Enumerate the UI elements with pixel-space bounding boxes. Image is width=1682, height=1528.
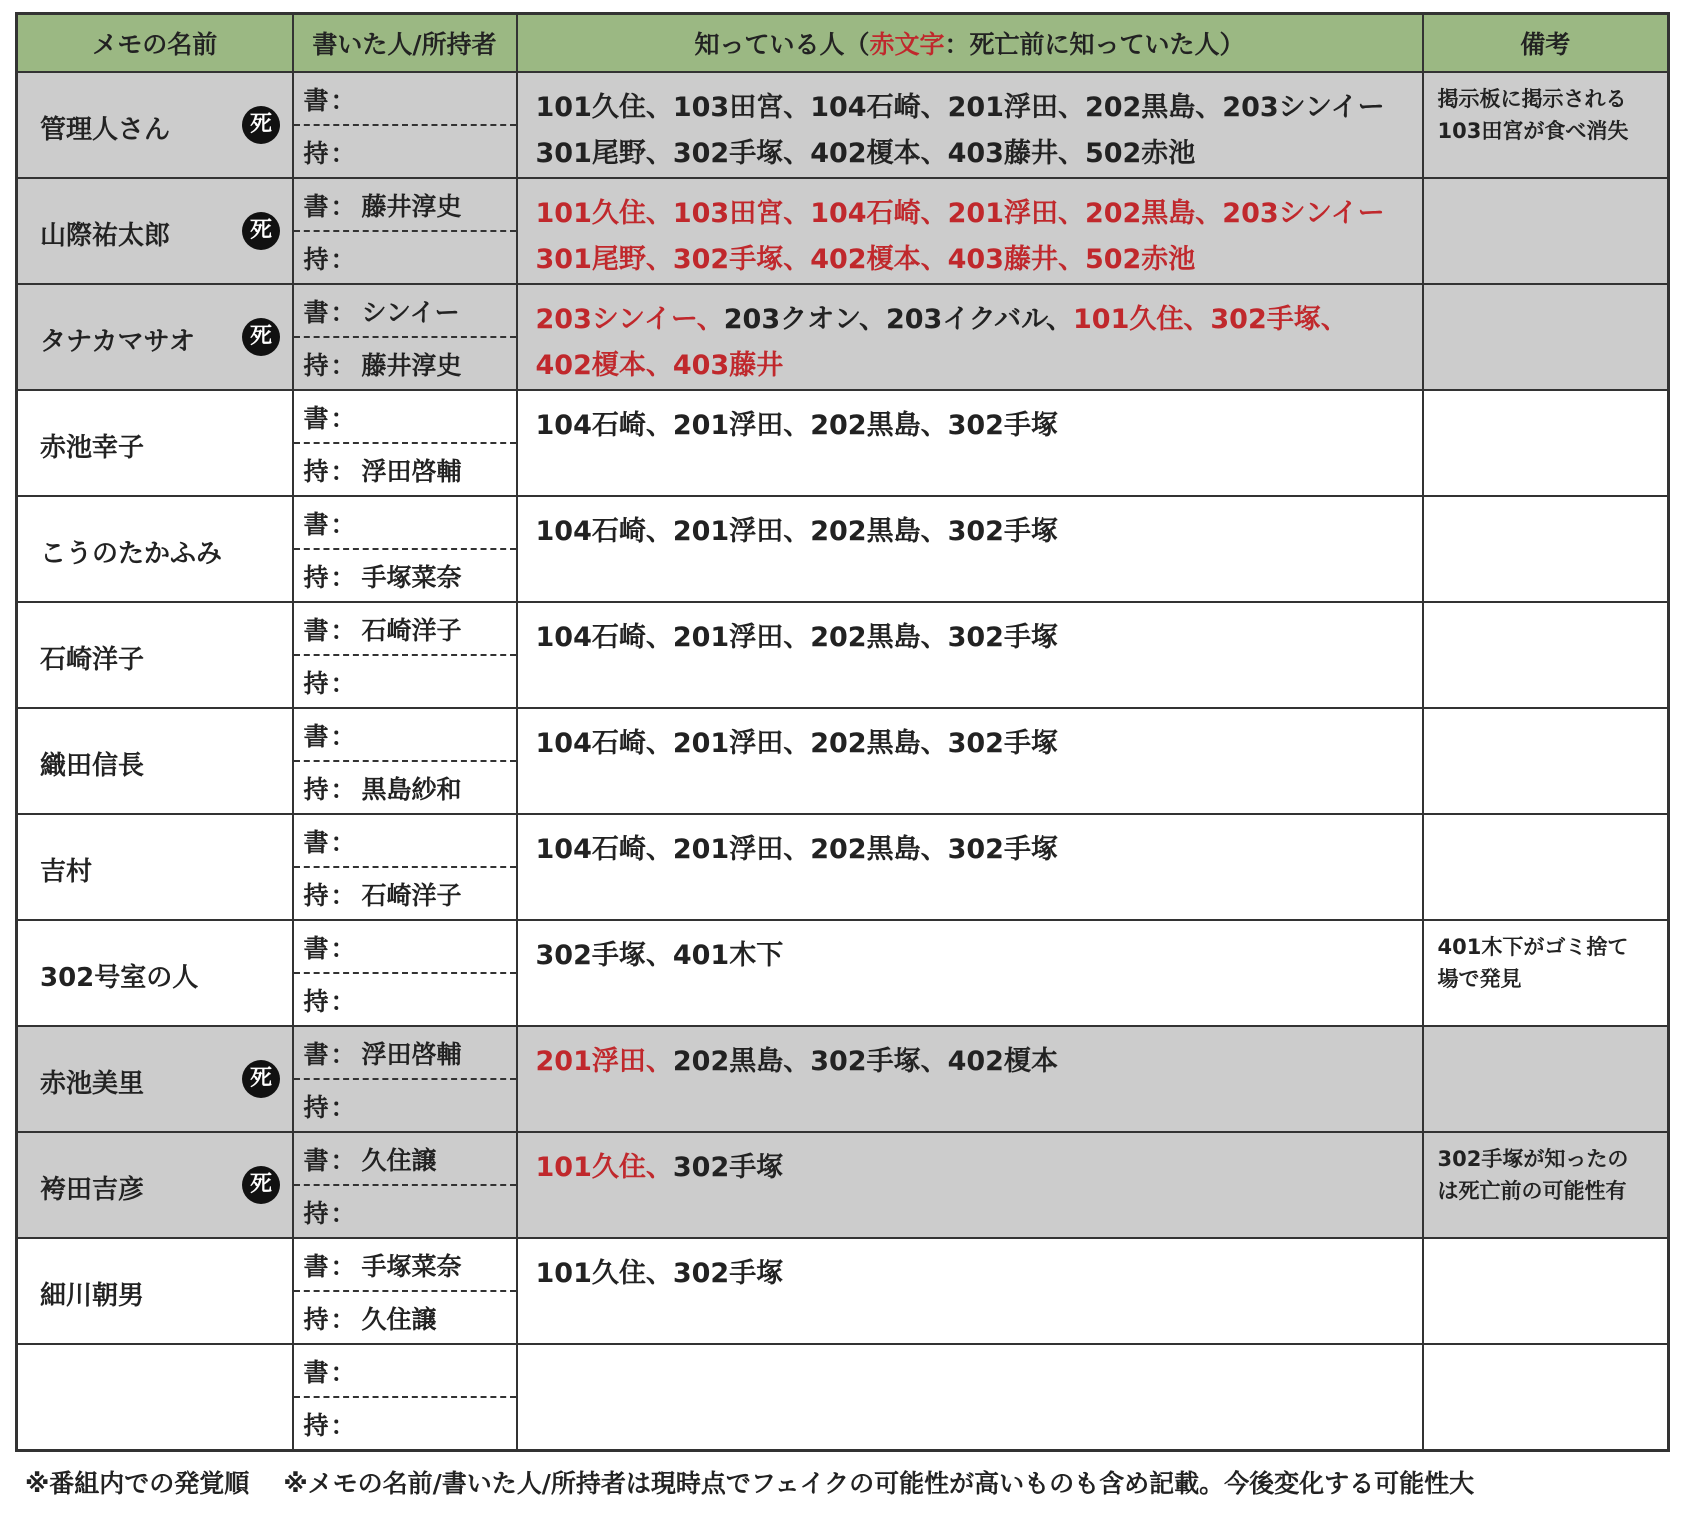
writer-sep: ： — [330, 1357, 356, 1387]
known-people — [518, 1239, 1422, 1297]
writer-label: 書 — [303, 615, 329, 645]
memo-name-label: タナカマサオ — [40, 327, 195, 357]
memo-name — [18, 603, 292, 707]
known-people — [518, 73, 1422, 177]
note-line: 場で発見 — [1437, 967, 1522, 991]
writer-holder — [294, 73, 516, 177]
holder-line — [294, 338, 516, 389]
writer-line — [294, 285, 516, 338]
memo-name-cell — [17, 602, 293, 708]
header-row — [17, 14, 1669, 73]
note-cell — [1423, 178, 1669, 284]
table-row — [17, 178, 1669, 284]
holder-sep: ： — [330, 1092, 356, 1122]
writer-holder-cell — [293, 602, 517, 708]
holder-sep: ： — [330, 456, 356, 486]
known-person: 104石崎、201浮田、202黒島、302手塚 — [535, 622, 1058, 653]
memo-name-label: 細川朝男 — [40, 1281, 145, 1311]
memo-name-label: 赤池幸子 — [40, 433, 145, 463]
holder-line — [294, 1292, 516, 1343]
known-line — [536, 1251, 1410, 1297]
note — [1424, 603, 1668, 613]
table-row — [17, 72, 1669, 178]
header-known-people — [517, 14, 1423, 73]
writer-holder — [294, 179, 516, 283]
holder-sep: ： — [330, 1198, 356, 1228]
writer-label: 書 — [303, 403, 329, 433]
memo-name-label: 管理人さん — [40, 115, 171, 145]
holder-line — [294, 762, 516, 813]
writer-sep: ： — [330, 1251, 356, 1281]
writer-label: 書 — [303, 1357, 329, 1387]
holder-label: 持 — [303, 1198, 329, 1228]
holder-label: 持 — [303, 668, 329, 698]
header-note: 備考 — [1423, 14, 1669, 73]
writer-holder-cell — [293, 496, 517, 602]
known-before-death: 201浮田、 — [535, 1046, 673, 1077]
note-cell — [1423, 72, 1669, 178]
memo-name — [18, 391, 292, 495]
holder-value: 藤井淳史 — [361, 350, 462, 380]
known-line — [536, 403, 1410, 449]
memo-name — [18, 815, 292, 919]
memo-name-label: 赤池美里 — [40, 1069, 145, 1099]
known-line — [536, 827, 1410, 873]
known-person: 101久住、103田宮、104石崎、201浮田、202黒島、203シンイー — [535, 92, 1385, 123]
memo-name-label: こうのたかふみ — [40, 539, 223, 569]
known-person: 104石崎、201浮田、202黒島、302手塚 — [535, 410, 1058, 441]
writer-holder-cell — [293, 72, 517, 178]
known-people-cell — [517, 602, 1423, 708]
known-people — [518, 285, 1422, 389]
writer-line — [294, 921, 516, 974]
holder-line — [294, 1080, 516, 1131]
death-badge-icon: 死 — [242, 106, 280, 144]
memo-name-cell — [17, 814, 293, 920]
known-person: 302手塚、401木下 — [535, 940, 784, 971]
table-row — [17, 708, 1669, 814]
writer-label: 書 — [303, 721, 329, 751]
note-line: 302手塚が知ったの — [1437, 1147, 1629, 1171]
memo-name-label: 袴田吉彦 — [40, 1175, 145, 1205]
known-person: 101久住、302手塚 — [535, 1258, 784, 1289]
note — [1424, 497, 1668, 507]
note-line: 103田宮が食べ消失 — [1437, 119, 1629, 143]
holder-label: 持 — [303, 1410, 329, 1440]
memo-name-cell — [17, 496, 293, 602]
writer-line — [294, 1239, 516, 1292]
holder-value: 久住譲 — [361, 1304, 437, 1334]
known-people — [518, 921, 1422, 979]
note — [1424, 1027, 1668, 1037]
known-people — [518, 1345, 1422, 1357]
header-known-pre: 知っている人（ — [694, 30, 870, 59]
memo-name — [18, 1027, 292, 1131]
writer-line — [294, 815, 516, 868]
writer-sep: ： — [330, 827, 356, 857]
header-writer-holder: 書いた人/所持者 — [293, 14, 517, 73]
writer-holder — [294, 1027, 516, 1131]
holder-sep: ： — [330, 138, 356, 168]
writer-holder — [294, 1345, 516, 1449]
writer-line — [294, 497, 516, 550]
known-line — [536, 297, 1410, 343]
writer-label: 書 — [303, 191, 329, 221]
known-before-death: 101久住、103田宮、104石崎、201浮田、202黒島、203シンイー — [535, 198, 1385, 229]
memo-name — [18, 1239, 292, 1343]
known-people-cell — [517, 496, 1423, 602]
writer-holder — [294, 921, 516, 1025]
header-known-post: ：死亡前に知っていた人） — [944, 30, 1245, 59]
note — [1424, 1133, 1668, 1207]
holder-label: 持 — [303, 880, 329, 910]
known-people — [518, 391, 1422, 449]
known-people — [518, 603, 1422, 661]
note — [1424, 1345, 1668, 1355]
table-row — [17, 1132, 1669, 1238]
writer-holder — [294, 285, 516, 389]
memo-table — [15, 12, 1670, 1452]
writer-sep: ： — [330, 615, 356, 645]
writer-value: シンイー — [361, 297, 460, 327]
memo-name-cell — [17, 390, 293, 496]
writer-label: 書 — [303, 933, 329, 963]
holder-value: 浮田啓輔 — [361, 456, 462, 486]
known-before-death: 203シンイー、 — [535, 304, 724, 335]
holder-value: 石崎洋子 — [361, 880, 462, 910]
holder-sep: ： — [330, 774, 356, 804]
holder-line — [294, 444, 516, 495]
memo-name — [18, 179, 292, 283]
holder-label: 持 — [303, 456, 329, 486]
holder-sep: ： — [330, 244, 356, 274]
memo-name — [18, 709, 292, 813]
holder-value: 黒島紗和 — [361, 774, 462, 804]
memo-name-label: 石崎洋子 — [40, 645, 145, 675]
holder-sep: ： — [330, 668, 356, 698]
known-line — [536, 721, 1410, 767]
memo-name — [18, 497, 292, 601]
holder-sep: ： — [330, 562, 356, 592]
holder-line — [294, 868, 516, 919]
known-people — [518, 1027, 1422, 1085]
memo-name — [18, 921, 292, 1025]
writer-holder — [294, 815, 516, 919]
writer-label: 書 — [303, 1145, 329, 1175]
footer-note-order: ※番組内での発覚順 — [25, 1469, 250, 1498]
writer-sep: ： — [330, 721, 356, 751]
writer-sep: ： — [330, 191, 356, 221]
death-badge-icon: 死 — [242, 212, 280, 250]
known-line — [536, 509, 1410, 555]
holder-value: 手塚菜奈 — [361, 562, 462, 592]
header-known-red: 赤文字 — [869, 30, 945, 59]
known-line — [536, 615, 1410, 661]
known-person: 202黒島、302手塚、402榎本 — [672, 1046, 1058, 1077]
death-badge-icon: 死 — [242, 318, 280, 356]
note — [1424, 179, 1668, 189]
holder-sep: ： — [330, 986, 356, 1016]
footer-notes — [15, 1464, 1667, 1500]
known-people-cell — [517, 178, 1423, 284]
table-body — [17, 72, 1669, 1451]
writer-holder — [294, 709, 516, 813]
known-people-cell — [517, 920, 1423, 1026]
note-cell — [1423, 1344, 1669, 1451]
footer-note-fake: ※メモの名前/書いた人/所持者は現時点でフェイクの可能性が高いものも含め記載。今後変化する可能性大 — [283, 1469, 1475, 1498]
writer-holder-cell — [293, 814, 517, 920]
writer-line — [294, 1027, 516, 1080]
writer-line — [294, 1345, 516, 1398]
note-cell — [1423, 602, 1669, 708]
holder-label: 持 — [303, 350, 329, 380]
known-people-cell — [517, 390, 1423, 496]
writer-line — [294, 73, 516, 126]
writer-holder-cell — [293, 920, 517, 1026]
writer-holder — [294, 1133, 516, 1237]
table-row — [17, 1344, 1669, 1451]
note — [1424, 815, 1668, 825]
note — [1424, 73, 1668, 147]
death-badge-icon: 死 — [242, 1166, 280, 1204]
known-person: 203クオン、203イクバル、 — [723, 304, 1074, 335]
holder-line — [294, 1186, 516, 1237]
holder-line — [294, 656, 516, 707]
writer-sep: ： — [330, 933, 356, 963]
known-line — [536, 1039, 1410, 1085]
writer-holder-cell — [293, 1238, 517, 1344]
memo-name — [18, 285, 292, 389]
known-person: 104石崎、201浮田、202黒島、302手塚 — [535, 516, 1058, 547]
holder-label: 持 — [303, 244, 329, 274]
memo-name-label: 302号室の人 — [40, 963, 199, 993]
writer-line — [294, 709, 516, 762]
writer-label: 書 — [303, 509, 329, 539]
known-person: 302手塚 — [672, 1152, 784, 1183]
known-people-cell — [517, 1344, 1423, 1451]
writer-label: 書 — [303, 85, 329, 115]
note — [1424, 391, 1668, 401]
writer-holder-cell — [293, 1132, 517, 1238]
holder-sep: ： — [330, 1304, 356, 1334]
writer-line — [294, 1133, 516, 1186]
writer-value: 石崎洋子 — [361, 615, 462, 645]
memo-name-label: 山際祐太郎 — [40, 221, 171, 251]
writer-label: 書 — [303, 827, 329, 857]
note-cell — [1423, 496, 1669, 602]
memo-name-cell — [17, 1026, 293, 1132]
note-cell — [1423, 1132, 1669, 1238]
known-before-death: 101久住、302手塚、 — [1073, 304, 1348, 335]
known-line — [536, 131, 1410, 177]
table-row — [17, 1026, 1669, 1132]
note-cell — [1423, 1238, 1669, 1344]
holder-line — [294, 232, 516, 283]
known-people — [518, 497, 1422, 555]
note-cell — [1423, 920, 1669, 1026]
known-line — [536, 191, 1410, 237]
note — [1424, 921, 1668, 995]
writer-value: 手塚菜奈 — [361, 1251, 462, 1281]
writer-holder-cell — [293, 708, 517, 814]
writer-sep: ： — [330, 1145, 356, 1175]
writer-sep: ： — [330, 509, 356, 539]
memo-name-cell — [17, 178, 293, 284]
header-memo-name: メモの名前 — [17, 14, 293, 73]
memo-table-container — [15, 12, 1667, 1500]
table-row — [17, 390, 1669, 496]
known-before-death: 101久住、 — [535, 1152, 673, 1183]
note — [1424, 709, 1668, 719]
memo-name — [18, 73, 292, 177]
holder-label: 持 — [303, 774, 329, 804]
known-line — [536, 933, 1410, 979]
death-badge-icon: 死 — [242, 1060, 280, 1098]
holder-label: 持 — [303, 986, 329, 1016]
known-people-cell — [517, 1238, 1423, 1344]
writer-label: 書 — [303, 1039, 329, 1069]
holder-label: 持 — [303, 1092, 329, 1122]
table-row — [17, 602, 1669, 708]
known-people-cell — [517, 72, 1423, 178]
known-before-death: 402榎本、403藤井 — [535, 350, 784, 381]
known-people — [518, 815, 1422, 873]
writer-value: 久住譲 — [361, 1145, 437, 1175]
memo-name-label: 吉村 — [40, 857, 93, 887]
writer-line — [294, 179, 516, 232]
holder-sep: ： — [330, 350, 356, 380]
note-cell — [1423, 814, 1669, 920]
known-line — [536, 1145, 1410, 1191]
writer-sep: ： — [330, 297, 356, 327]
writer-value: 藤井淳史 — [361, 191, 462, 221]
memo-name — [18, 1133, 292, 1237]
memo-name-cell — [17, 284, 293, 390]
known-line — [536, 237, 1410, 283]
note-line: 401木下がゴミ捨て — [1437, 935, 1629, 959]
writer-value: 浮田啓輔 — [361, 1039, 462, 1069]
memo-name — [18, 1345, 292, 1449]
memo-name-cell — [17, 72, 293, 178]
known-people-cell — [517, 1026, 1423, 1132]
known-person: 104石崎、201浮田、202黒島、302手塚 — [535, 834, 1058, 865]
writer-holder — [294, 603, 516, 707]
holder-sep: ： — [330, 880, 356, 910]
known-line — [536, 85, 1410, 131]
note-cell — [1423, 390, 1669, 496]
memo-name-cell — [17, 920, 293, 1026]
known-line — [536, 343, 1410, 389]
memo-name-cell — [17, 708, 293, 814]
note-cell — [1423, 284, 1669, 390]
writer-line — [294, 391, 516, 444]
note-cell — [1423, 1026, 1669, 1132]
known-people-cell — [517, 1132, 1423, 1238]
holder-line — [294, 126, 516, 177]
memo-name-label: 織田信長 — [40, 751, 145, 781]
note — [1424, 285, 1668, 295]
writer-sep: ： — [330, 1039, 356, 1069]
known-people-cell — [517, 708, 1423, 814]
writer-sep: ： — [330, 403, 356, 433]
writer-holder — [294, 497, 516, 601]
writer-holder — [294, 391, 516, 495]
known-people — [518, 179, 1422, 283]
note — [1424, 1239, 1668, 1249]
writer-holder-cell — [293, 390, 517, 496]
writer-holder-cell — [293, 1026, 517, 1132]
writer-label: 書 — [303, 1251, 329, 1281]
writer-sep: ： — [330, 85, 356, 115]
memo-name-cell — [17, 1238, 293, 1344]
holder-sep: ： — [330, 1410, 356, 1440]
table-row — [17, 920, 1669, 1026]
holder-label: 持 — [303, 138, 329, 168]
holder-label: 持 — [303, 562, 329, 592]
writer-holder-cell — [293, 284, 517, 390]
note-line: 掲示板に掲示される — [1437, 87, 1627, 111]
holder-line — [294, 550, 516, 601]
holder-line — [294, 1398, 516, 1449]
memo-name-cell — [17, 1132, 293, 1238]
memo-name-cell — [17, 1344, 293, 1451]
known-people — [518, 1133, 1422, 1191]
holder-label: 持 — [303, 1304, 329, 1334]
known-before-death: 301尾野、302手塚、402榎本、403藤井、502赤池 — [535, 244, 1196, 275]
writer-line — [294, 603, 516, 656]
note-line: は死亡前の可能性有 — [1437, 1179, 1627, 1203]
table-row — [17, 496, 1669, 602]
writer-holder-cell — [293, 1344, 517, 1451]
writer-holder — [294, 1239, 516, 1343]
table-row — [17, 284, 1669, 390]
note-cell — [1423, 708, 1669, 814]
table-row — [17, 1238, 1669, 1344]
known-people-cell — [517, 284, 1423, 390]
holder-line — [294, 974, 516, 1025]
known-person: 301尾野、302手塚、402榎本、403藤井、502赤池 — [535, 138, 1196, 169]
known-people — [518, 709, 1422, 767]
table-row — [17, 814, 1669, 920]
known-people-cell — [517, 814, 1423, 920]
known-person: 104石崎、201浮田、202黒島、302手塚 — [535, 728, 1058, 759]
writer-holder-cell — [293, 178, 517, 284]
writer-label: 書 — [303, 297, 329, 327]
